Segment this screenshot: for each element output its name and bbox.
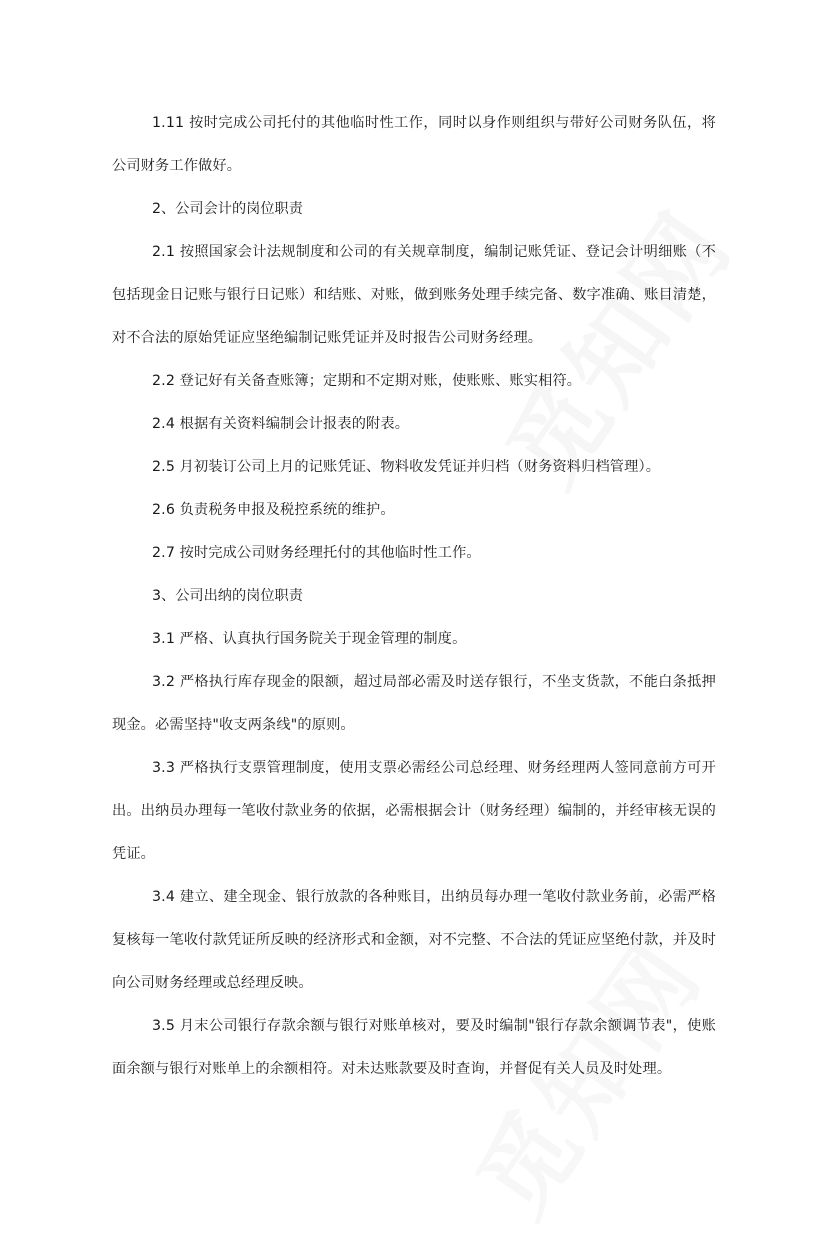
paragraph-2-1: 2.1 按照国家会计法规制度和公司的有关规章制度，编制记账凭证、登记会计明细账（不包括现金日记账与银行日记账）和结账、对账，做到账务处理手续完备、数字准确、账目清楚，对不合法的原始凭证应坚绝编制记账凭证并及时报告公司财务经理。 (112, 244, 716, 346)
paragraph-2-6: 2.6 负责税务申报及税控系统的维护。 (152, 502, 395, 518)
paragraph-3-3: 3.3 严格执行支票管理制度，使用支票必需经公司总经理、财务经理两人签同意前方可开出。出纳员办理每一笔收付款业务的依据，必需根据会计（财务经理）编制的，并经审核无误的凭证。 (112, 760, 716, 862)
section-heading-accountant: 2、公司会计的岗位职责 (152, 201, 303, 217)
paragraph-3-2: 3.2 严格执行库存现金的限额，超过局部必需及时送存银行，不坐支货款，不能白条抵押现金。必需坚持"收支两条线"的原则。 (112, 674, 716, 733)
document-page (112, 102, 716, 1091)
paragraph-1-11: 1.11 按时完成公司托付的其他临时性工作，同时以身作则组织与带好公司财务队伍，将公司财务工作做好。 (112, 115, 716, 174)
section-heading-cashier: 3、公司出纳的岗位职责 (152, 588, 303, 604)
paragraph-2-5: 2.5 月初装订公司上月的记账凭证、物料收发凭证并归档（财务资料归档管理）。 (152, 459, 661, 475)
paragraph-3-1: 3.1 严格、认真执行国务院关于现金管理的制度。 (152, 631, 467, 647)
paragraph-2-4: 2.4 根据有关资料编制会计报表的附表。 (152, 416, 410, 432)
paragraph-2-2: 2.2 登记好有关备查账簿；定期和不定期对账，使账账、账实相符。 (152, 373, 582, 389)
paragraph-3-5: 3.5 月末公司银行存款余额与银行对账单核对，要及时编制"银行存款余额调节表"，使账面余额与银行对账单上的余额相符。对未达账款要及时查询，并督促有关人员及时处理。 (112, 1018, 716, 1077)
paragraph-2-7: 2.7 按时完成公司财务经理托付的其他临时性工作。 (152, 545, 481, 561)
paragraph-3-4: 3.4 建立、建全现金、银行放款的各种账目，出纳员每办理一笔收付款业务前，必需严格复核每一笔收付款凭证所反映的经济形式和金额，对不完整、不合法的凭证应坚绝付款，并及时向公司财务经理或总经理反映。 (112, 889, 716, 991)
